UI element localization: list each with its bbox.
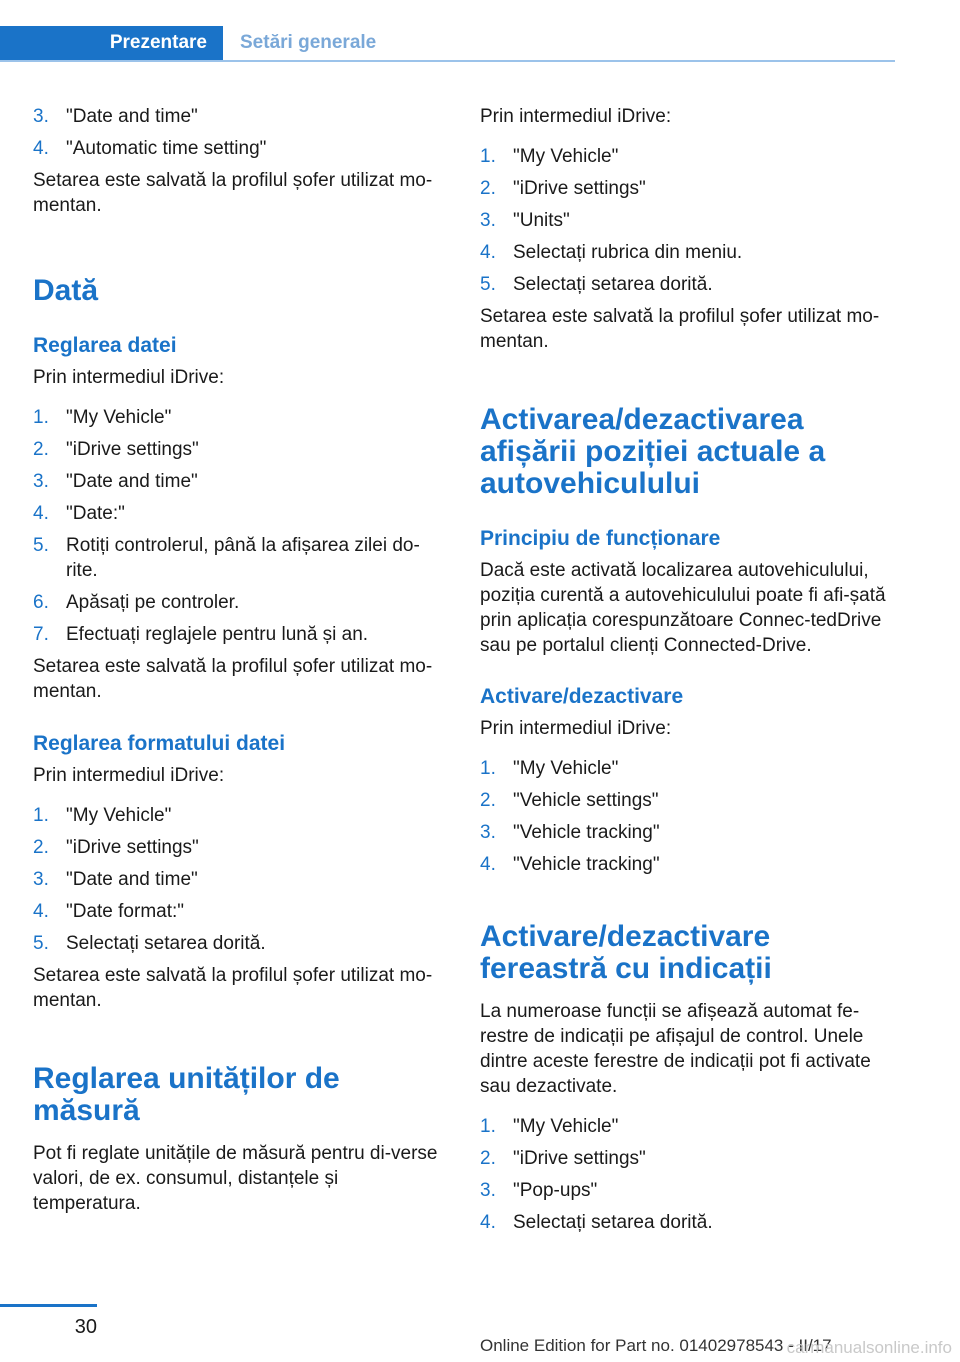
list-item-number: 3. xyxy=(33,869,49,890)
heading-data: Dată xyxy=(33,274,99,307)
list-item-text: "Vehicle settings" xyxy=(513,790,659,811)
list-item-text: "Vehicle tracking" xyxy=(513,854,660,875)
list-item xyxy=(33,867,446,892)
list-item-text: Selectați setarea dorită. xyxy=(513,1212,713,1233)
via-idrive-label: Prin intermediul iDrive: xyxy=(480,106,672,127)
list-item xyxy=(480,240,895,265)
list-time-steps xyxy=(33,104,446,161)
via-idrive-label: Prin intermediul iDrive: xyxy=(33,367,225,388)
list-item-number: 6. xyxy=(33,592,49,613)
list-tracking-steps xyxy=(480,756,895,877)
list-item-number: 7. xyxy=(33,624,49,645)
list-item-number: 1. xyxy=(480,758,496,779)
list-item-number: 4. xyxy=(33,138,49,159)
list-item-number: 2. xyxy=(480,790,496,811)
list-item xyxy=(33,437,446,462)
principle-description: Dacă este activată localizarea autovehiculului, poziția curentă a autovehiculului poate fi afi‐șată prin aplicația corespunzătoare Connec‐tedDrive sau pe portalul clienți Connected‐Drive. xyxy=(480,560,886,656)
list-item-number: 1. xyxy=(480,1116,496,1137)
heading-principle: Principiu de funcționare xyxy=(480,527,721,550)
list-item-text: "Pop-ups" xyxy=(513,1180,598,1201)
list-item xyxy=(33,622,446,647)
list-item xyxy=(480,1146,895,1171)
list-item-number: 4. xyxy=(480,242,496,263)
list-item xyxy=(33,533,446,583)
list-item-text: "iDrive settings" xyxy=(66,837,199,858)
tab-setari-generale[interactable]: Setări generale xyxy=(240,32,377,53)
heading-popups: Activare/dezactivare fereastră cu indicații xyxy=(480,920,772,985)
saved-note: Setarea este salvată la profilul șofer utilizat mo‐mentan. xyxy=(33,170,433,216)
list-item xyxy=(480,788,895,813)
header-tabs xyxy=(0,26,895,62)
list-item xyxy=(480,208,895,233)
list-item xyxy=(480,144,895,169)
saved-note: Setarea este salvată la profilul șofer utilizat mo‐mentan. xyxy=(480,306,880,352)
list-item-number: 4. xyxy=(480,1212,496,1233)
list-item xyxy=(33,104,446,129)
footer-divider xyxy=(0,1304,97,1307)
list-item-text: Rotiți controlerul, până la afișarea zilei do‐rite. xyxy=(66,535,420,581)
list-item xyxy=(33,469,446,494)
list-item-number: 3. xyxy=(33,106,49,127)
list-item xyxy=(33,501,446,526)
list-item-text: Efectuați reglajele pentru lună și an. xyxy=(66,624,369,645)
list-item-number: 2. xyxy=(480,178,496,199)
list-item-text: Selectați setarea dorită. xyxy=(66,933,266,954)
list-item-number: 2. xyxy=(480,1148,496,1169)
list-item xyxy=(33,931,446,956)
list-item-number: 3. xyxy=(480,1180,496,1201)
list-item-text: "My Vehicle" xyxy=(66,407,172,428)
watermark: carmanualsonline.info xyxy=(786,1338,952,1357)
list-item-number: 5. xyxy=(480,274,496,295)
heading-vehicle-position: Activarea/dezactivarea afișării poziției actuale a autovehiculului xyxy=(480,403,826,500)
list-item-number: 2. xyxy=(33,439,49,460)
list-item xyxy=(33,899,446,924)
list-item xyxy=(480,820,895,845)
list-item-number: 4. xyxy=(33,503,49,524)
list-item-text: Apăsați pe controler. xyxy=(66,592,240,613)
tab-prezentare[interactable]: Prezentare xyxy=(0,26,223,60)
heading-reglarea-datei: Reglarea datei xyxy=(33,334,177,357)
list-item xyxy=(33,803,446,828)
list-item xyxy=(480,176,895,201)
list-item-number: 3. xyxy=(33,471,49,492)
list-item-number: 5. xyxy=(33,933,49,954)
list-item-text: "My Vehicle" xyxy=(66,805,172,826)
list-units-steps xyxy=(480,144,895,297)
list-item-number: 2. xyxy=(33,837,49,858)
list-item-text: "Date and time" xyxy=(66,106,198,127)
heading-units: Reglarea unităților de măsură xyxy=(33,1062,340,1127)
list-item-text: "iDrive settings" xyxy=(513,178,646,199)
via-idrive-label: Prin intermediul iDrive: xyxy=(33,765,225,786)
list-item xyxy=(480,756,895,781)
list-item-text: "Date:" xyxy=(66,503,125,524)
list-item-number: 4. xyxy=(480,854,496,875)
list-item-text: "iDrive settings" xyxy=(513,1148,646,1169)
list-item-text: "Automatic time setting" xyxy=(66,138,267,159)
list-item-text: "Date and time" xyxy=(66,471,198,492)
units-description: Pot fi reglate unitățile de măsură pentru di‐verse valori, de ex. consumul, distanțele și temperatura. xyxy=(33,1143,438,1214)
list-popups-steps xyxy=(480,1114,895,1235)
list-item-text: "Date format:" xyxy=(66,901,185,922)
page-number: 30 xyxy=(74,1316,97,1338)
list-item xyxy=(33,405,446,430)
popups-description: La numeroase funcții se afișează automat fe‐restre de indicații pe afișajul de control. Unele dintre aceste ferestre de indicații pot fi activate sau dezactivate. xyxy=(480,1001,871,1097)
list-item xyxy=(480,1210,895,1235)
list-item-text: "iDrive settings" xyxy=(66,439,199,460)
list-item-text: "Date and time" xyxy=(66,869,198,890)
list-item-text: Selectați setarea dorită. xyxy=(513,274,713,295)
saved-note: Setarea este salvată la profilul șofer utilizat mo‐mentan. xyxy=(33,965,433,1011)
list-item xyxy=(33,590,446,615)
list-item-text: Selectați rubrica din meniu. xyxy=(513,242,743,263)
list-item-number: 1. xyxy=(33,805,49,826)
list-item-number: 3. xyxy=(480,210,496,231)
saved-note: Setarea este salvată la profilul șofer utilizat mo‐mentan. xyxy=(33,656,433,702)
list-item xyxy=(33,835,446,860)
list-item xyxy=(33,136,446,161)
list-date-steps xyxy=(33,405,446,647)
list-item xyxy=(480,1178,895,1203)
right-column xyxy=(480,104,895,1242)
via-idrive-label: Prin intermediul iDrive: xyxy=(480,718,672,739)
list-item-number: 4. xyxy=(33,901,49,922)
list-item-text: "Units" xyxy=(513,210,570,231)
list-item-number: 5. xyxy=(33,535,49,556)
list-item xyxy=(480,272,895,297)
left-column xyxy=(33,104,446,1216)
list-item-text: "Vehicle tracking" xyxy=(513,822,660,843)
heading-activate: Activare/dezactivare xyxy=(480,685,684,708)
header-divider xyxy=(0,60,895,62)
list-item xyxy=(480,1114,895,1139)
edition-note: Online Edition for Part no. 01402978543 - II/17 xyxy=(480,1336,832,1355)
list-format-steps xyxy=(33,803,446,956)
list-item-text: "My Vehicle" xyxy=(513,146,619,167)
list-item-text: "My Vehicle" xyxy=(513,1116,619,1137)
list-item-number: 1. xyxy=(33,407,49,428)
list-item-text: "My Vehicle" xyxy=(513,758,619,779)
heading-format-datei: Reglarea formatului datei xyxy=(33,732,286,755)
list-item xyxy=(480,852,895,877)
list-item-number: 1. xyxy=(480,146,496,167)
list-item-number: 3. xyxy=(480,822,496,843)
